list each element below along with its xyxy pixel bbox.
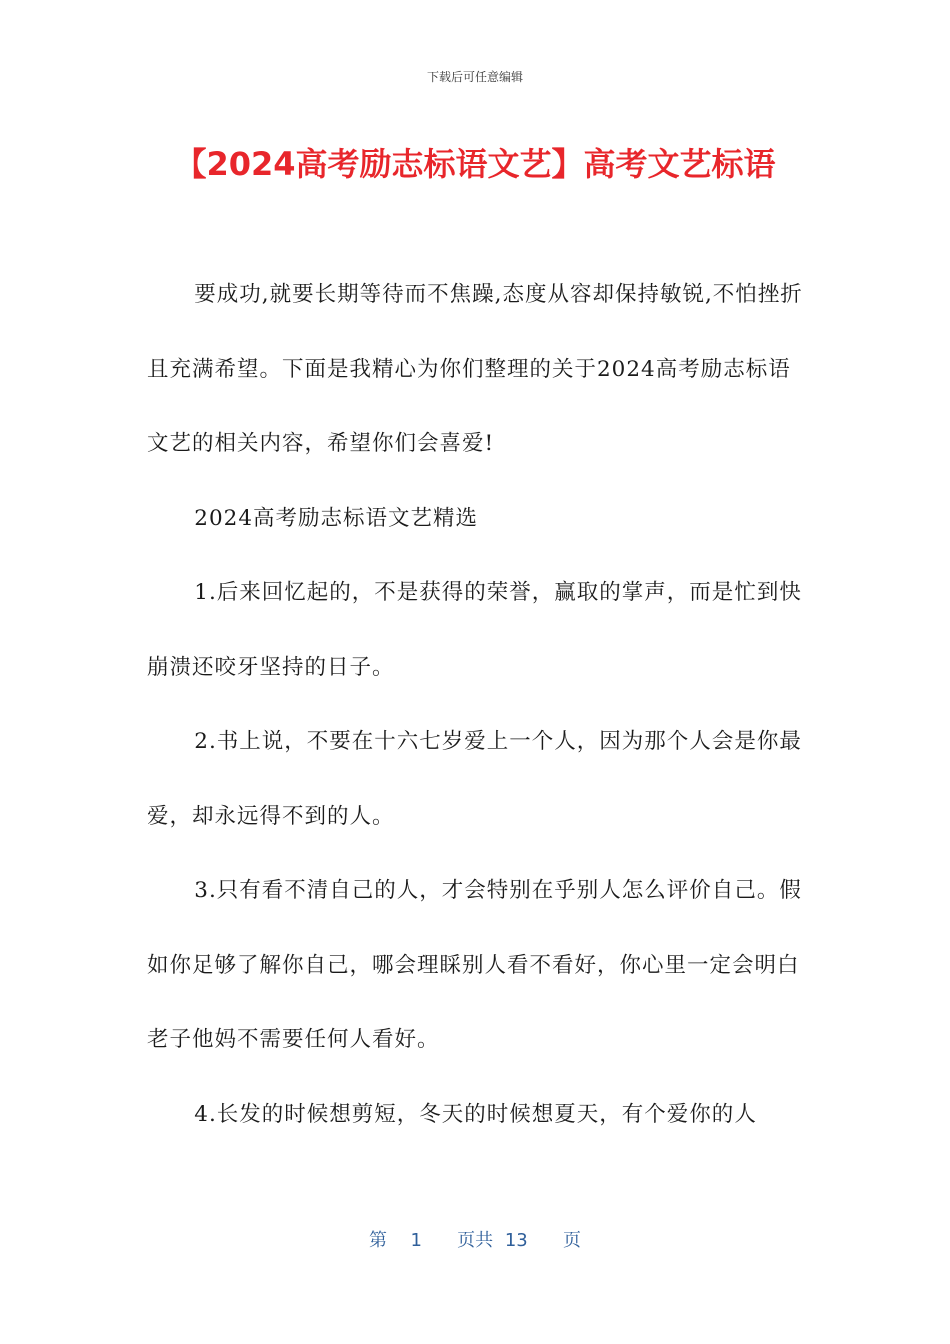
- page-footer: [0, 1226, 950, 1252]
- list-item: 3.只有看不清自己的人，才会特别在乎别人怎么评价自己。假如你足够了解你自己，哪会理睬别人看不看好，你心里一定会明白老子他妈不需要任何人看好。: [147, 878, 802, 1052]
- current-page-number: 1: [410, 1230, 422, 1251]
- document-body: [147, 258, 807, 1152]
- list-item: 4.长发的时候想剪短，冬天的时候想夏天，有个爱你的人: [194, 1101, 757, 1127]
- intro-paragraph: 要成功,就要长期等待而不焦躁,态度从容却保持敏锐,不怕挫折且充满希望。下面是我精心为你们整理的关于2024高考励志标语文艺的相关内容，希望你们会喜爱!: [147, 282, 803, 456]
- footer-prefix: 第: [369, 1230, 388, 1251]
- footer-suffix: 页: [562, 1230, 581, 1251]
- list-item: 1.后来回忆起的，不是获得的荣誉，赢取的掌声，而是忙到快崩溃还咬牙坚持的日子。: [147, 580, 802, 680]
- header-note: 下载后可任意编辑: [426, 70, 523, 84]
- section-heading: 2024高考励志标语文艺精选: [194, 505, 479, 531]
- footer-middle: 页共: [457, 1230, 494, 1251]
- list-item: 2.书上说，不要在十六七岁爱上一个人，因为那个人会是你最爱，却永远得不到的人。: [147, 729, 802, 829]
- total-pages-number: 13: [504, 1230, 528, 1251]
- document-title: 【2024高考励志标语文艺】高考文艺标语: [174, 145, 776, 183]
